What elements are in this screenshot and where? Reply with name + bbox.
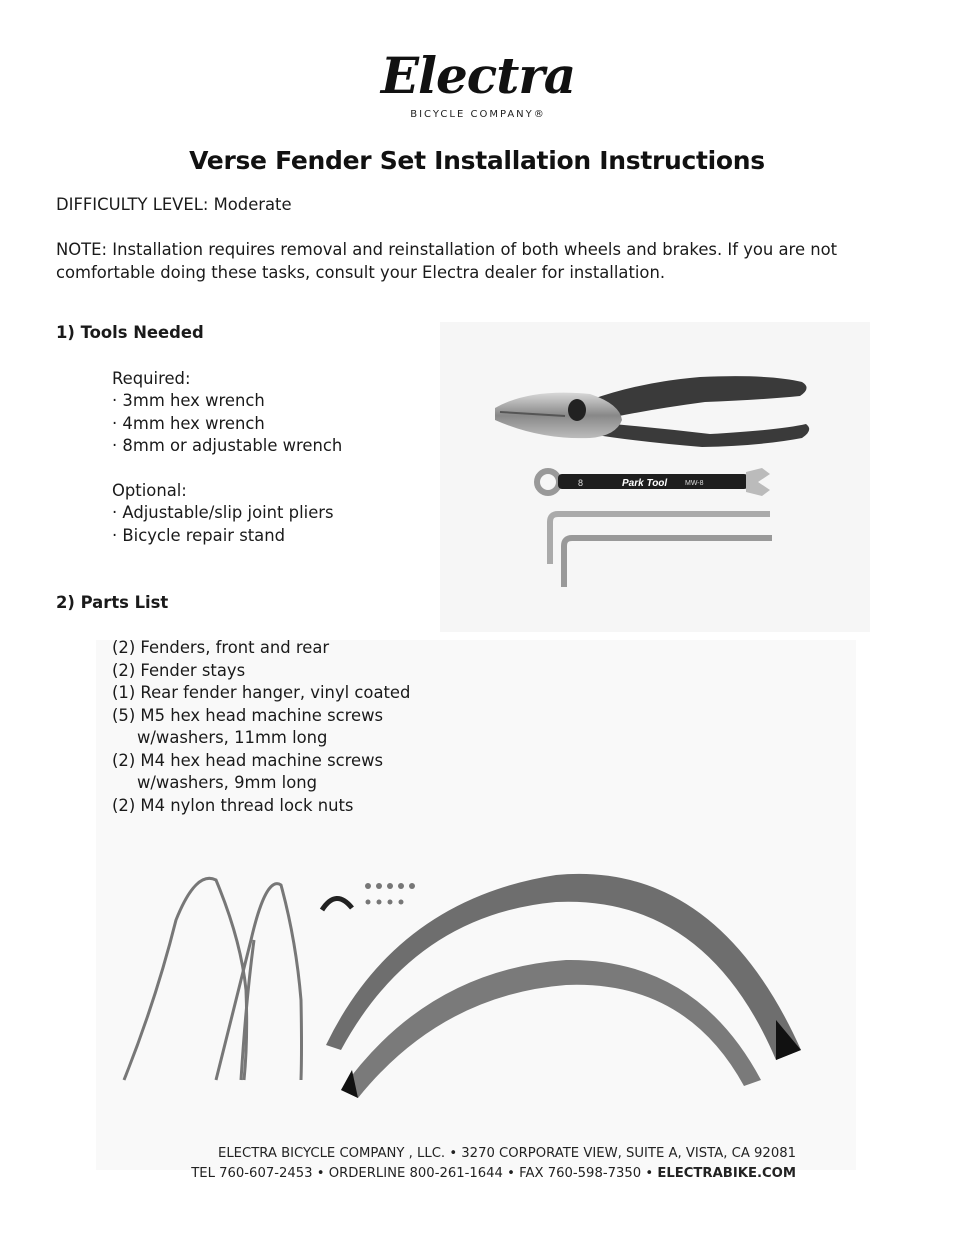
list-item: · 3mm hex wrench xyxy=(112,391,265,410)
list-item: (5) M5 hex head machine screws xyxy=(112,705,384,725)
list-item: (2) M4 hex head machine screws xyxy=(112,750,384,770)
list-item: · Bicycle repair stand xyxy=(112,525,286,545)
footer-phones: TEL 760-607-2453 • ORDERLINE 800-261-1644 • FAX 760-598-7350 • xyxy=(191,1166,658,1181)
list-item: · Adjustable/slip joint pliers xyxy=(112,503,334,522)
difficulty-level: DIFFICULTY LEVEL: Moderate xyxy=(56,195,292,214)
optional-tools-list xyxy=(112,502,334,547)
svg-text:8: 8 xyxy=(578,478,584,488)
list-item-continuation: w/washers, 9mm long xyxy=(137,773,318,792)
svg-text:Park Tool: Park Tool xyxy=(622,478,668,489)
logo-wordmark: Electra xyxy=(380,46,576,105)
installation-note: NOTE: Installation requires removal and reinstallation of both wheels and brakes. If you are not comfortable doing these tasks, consult your Electra dealer for installation. xyxy=(56,240,838,282)
list-item: · 4mm hex wrench xyxy=(112,413,265,433)
footer-address: ELECTRA BICYCLE COMPANY , LLC. • 3270 CORPORATE VIEW, SUITE A, VISTA, CA 92081 xyxy=(218,1146,796,1161)
optional-label: Optional: xyxy=(112,481,187,500)
electra-logo xyxy=(360,46,596,122)
required-label: Required: xyxy=(112,369,191,388)
list-item: · 8mm or adjustable wrench xyxy=(112,436,343,455)
page-title: Verse Fender Set Installation Instructions xyxy=(189,146,765,175)
list-item: (1) Rear fender hanger, vinyl coated xyxy=(112,683,411,702)
required-tools-list xyxy=(112,390,342,458)
list-item: (2) Fenders, front and rear xyxy=(112,638,330,657)
list-item-continuation: w/washers, 11mm long xyxy=(137,728,328,747)
parts-heading: 2) Parts List xyxy=(56,593,169,612)
footer-contact xyxy=(191,1164,796,1184)
footer-website: ELECTRABIKE.COM xyxy=(657,1166,796,1181)
list-item: (2) Fender stays xyxy=(112,660,246,680)
svg-text:MW-8: MW-8 xyxy=(685,480,704,487)
logo-subtitle: BICYCLE COMPANY® xyxy=(410,109,546,120)
tools-photo xyxy=(440,322,870,632)
parts-list xyxy=(112,637,410,817)
list-item: (2) M4 nylon thread lock nuts xyxy=(112,795,354,815)
tools-heading: 1) Tools Needed xyxy=(56,323,204,342)
